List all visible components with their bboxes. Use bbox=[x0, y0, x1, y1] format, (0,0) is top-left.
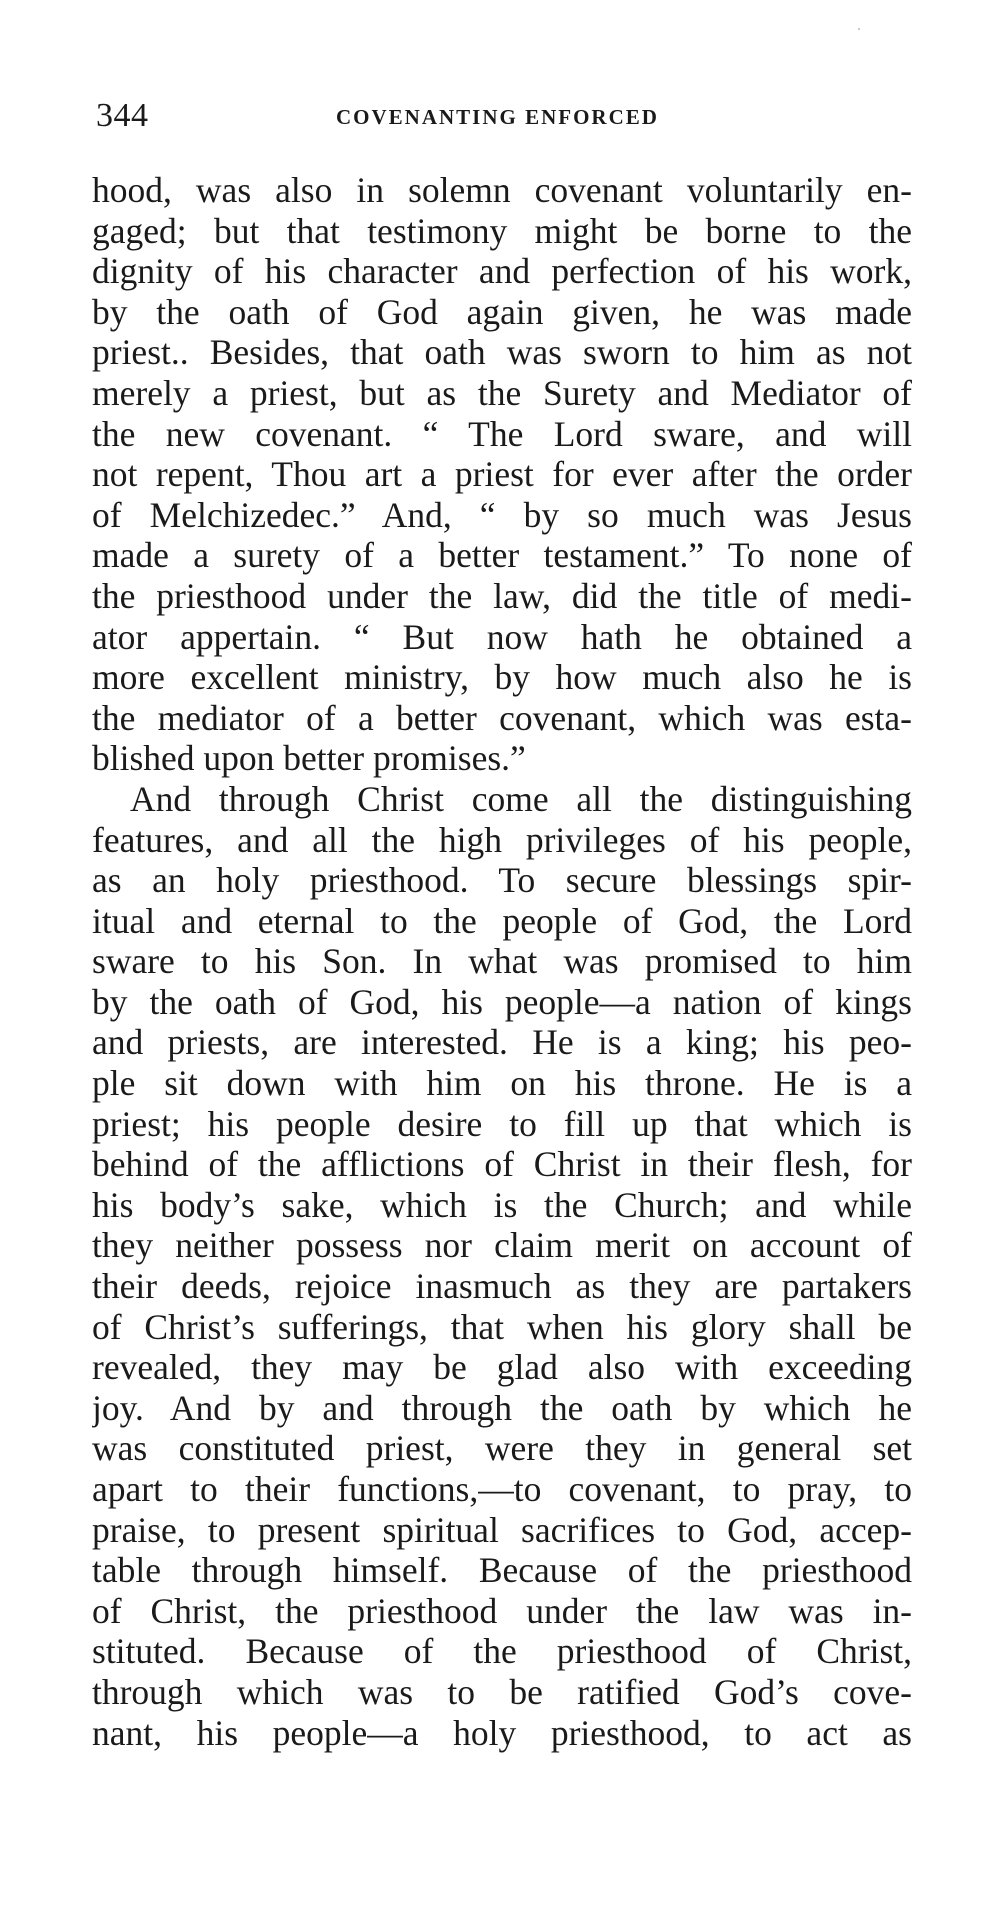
text-line: dignity of his character and perfection of his work, bbox=[92, 251, 912, 292]
text-line: of Christ’s sufferings, that when his glory shall be bbox=[92, 1306, 912, 1347]
running-title: COVENANTING ENFORCED bbox=[336, 105, 659, 129]
text-line: the new covenant. “ The Lord sware, and will bbox=[92, 413, 912, 454]
text-line: priest.. Besides, that oath was sworn to him as not bbox=[92, 332, 912, 373]
text-line: joy. And by and through the oath by which he bbox=[92, 1387, 912, 1428]
text-line: his body’s sake, which is the Church; and while bbox=[92, 1184, 912, 1225]
text-line: revealed, they may be glad also with exceeding bbox=[92, 1347, 912, 1388]
text-line: by the oath of God again given, he was made bbox=[92, 291, 912, 332]
paragraph-1 bbox=[92, 170, 912, 779]
text-line: by the oath of God, his people—a nation of kings bbox=[92, 981, 912, 1022]
text-line: they neither possess nor claim merit on account of bbox=[92, 1225, 912, 1266]
page-number: 344 bbox=[96, 97, 149, 134]
text-line: not repent, Thou art a priest for ever after the order bbox=[92, 454, 912, 495]
text-line: of Christ, the priesthood under the law was in- bbox=[92, 1590, 912, 1631]
paragraph-2 bbox=[92, 779, 912, 1753]
text-line: hood, was also in solemn covenant voluntarily en- bbox=[92, 170, 912, 210]
text-line: apart to their functions,—to covenant, to pray, to bbox=[92, 1469, 912, 1509]
body-text bbox=[92, 170, 912, 1753]
text-line: and priests, are interested. He is a king; his peo- bbox=[92, 1022, 912, 1063]
text-line: of Melchizedec.” And, “ by so much was Jesus bbox=[92, 494, 912, 535]
text-line: blished upon better promises.” bbox=[92, 738, 526, 779]
text-line: merely a priest, but as the Surety and Mediator of bbox=[92, 372, 912, 413]
text-line: the priesthood under the law, did the title of medi- bbox=[92, 575, 912, 616]
text-line: stituted. Because of the priesthood of Christ, bbox=[92, 1631, 912, 1672]
text-line: as an holy priesthood. To secure blessings spir- bbox=[92, 860, 912, 901]
text-line: nant, his people—a holy priesthood, to act as bbox=[92, 1712, 912, 1753]
text-line: the mediator of a better covenant, which was esta- bbox=[92, 697, 912, 738]
text-line: table through himself. Because of the priesthood bbox=[92, 1550, 912, 1591]
text-line: sware to his Son. In what was promised to him bbox=[92, 941, 912, 982]
text-line: priest; his people desire to fill up that which is bbox=[92, 1103, 912, 1144]
text-line: praise, to present spiritual sacrifices to God, accep- bbox=[92, 1509, 912, 1550]
text-line: was constituted priest, were they in general set bbox=[92, 1428, 912, 1469]
text-line: behind of the afflictions of Christ in their flesh, for bbox=[92, 1144, 912, 1185]
text-line: And through Christ come all the distinguishing bbox=[130, 778, 912, 819]
text-line: features, and all the high privileges of his people, bbox=[92, 819, 912, 860]
running-head bbox=[96, 96, 900, 136]
text-line: itual and eternal to the people of God, the Lord bbox=[92, 900, 912, 941]
text-line: more excellent ministry, by how much also he is bbox=[92, 657, 912, 698]
text-line: their deeds, rejoice inasmuch as they are partakers bbox=[92, 1266, 912, 1307]
text-line: ple sit down with him on his throne. He is a bbox=[92, 1063, 912, 1104]
text-line: ator appertain. “ But now hath he obtained a bbox=[92, 616, 912, 657]
text-line: through which was to be ratified God’s cove- bbox=[92, 1671, 912, 1712]
paper-speck bbox=[858, 28, 860, 30]
text-line: gaged; but that testimony might be borne to the bbox=[92, 210, 912, 251]
text-line: made a surety of a better testament.” To none of bbox=[92, 535, 912, 576]
